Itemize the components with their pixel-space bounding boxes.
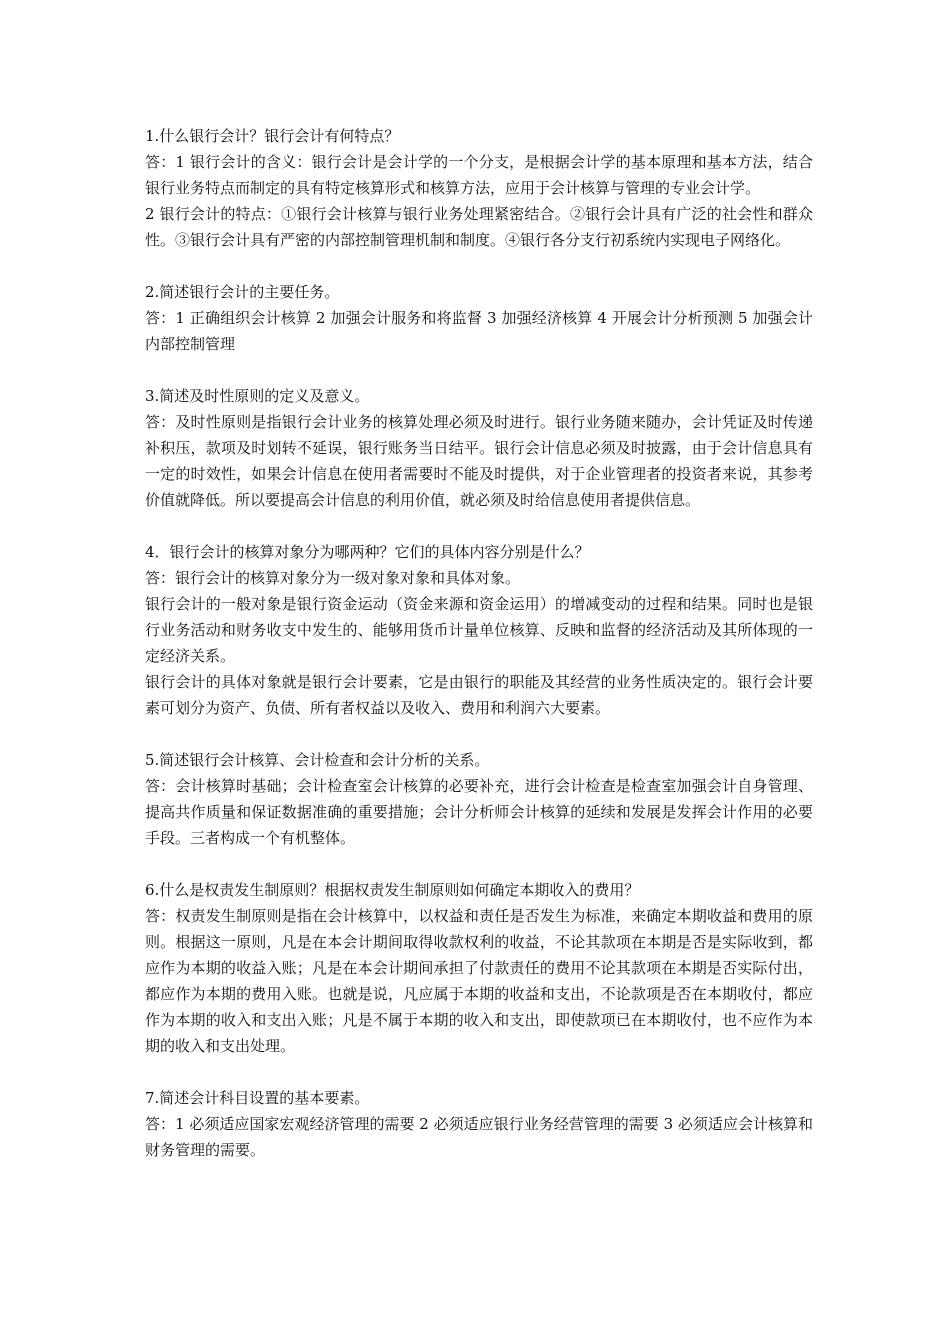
qa-section-3 (145, 383, 813, 513)
answer-paragraph: 答：银行会计的核算对象分为一级对象对象和具体对象。 (145, 569, 521, 587)
question-text: 5.简述银行会计核算、会计检查和会计分析的关系。 (145, 751, 490, 769)
answer-paragraph: 答：权责发生制原则是指在会计核算中，以权益和责任是否发生为标准，来确定本期收益和费用的原则。根据这一原则，凡是在本会计期间取得收款权利的收益，不论其款项在本期是否是实际收到，都应作为本期的收益入账；凡是在本会计期间承担了付款责任的费用不论其款项在本期是否实际付出，都应作为本期的费用入账。也就是说，凡应属于本期的收益和支出，不论款项是否在本期收付，都应作为本期的收入和支出入账；凡是不属于本期的收入和支出，即使款项已在本期收付，也不应作为本期的收入和支出处理。 (145, 907, 813, 1055)
answer-paragraph: 银行会计的一般对象是银行资金运动（资金来源和资金运用）的增减变动的过程和结果。同时也是银行业务活动和财务收支中发生的、能够用货币计量单位核算、反映和监督的经济活动及其所体现的一定经济关系。 (145, 595, 813, 665)
answer-paragraph: 2 银行会计的特点：①银行会计核算与银行业务处理紧密结合。②银行会计具有广泛的社会性和群众性。③银行会计具有严密的内部控制管理机制和制度。④银行各分支行初系统内实现电子网络化。 (145, 205, 813, 249)
qa-section-7 (145, 1085, 813, 1163)
answer-paragraph: 答：1 银行会计的含义：银行会计是会计学的一个分支，是根据会计学的基本原理和基本方法，结合银行业务特点而制定的具有特定核算形式和核算方法，应用于会计核算与管理的专业会计学。 (145, 153, 813, 197)
question-text: 2.简述银行会计的主要任务。 (145, 283, 340, 301)
answer-paragraph: 答：会计核算时基础；会计检查室会计核算的必要补充，进行会计检查是检查室加强会计自身管理、提高共作质量和保证数据准确的重要措施；会计分析师会计核算的延续和发展是发挥会计作用的必要手段。三者构成一个有机整体。 (145, 777, 813, 847)
answer-paragraph: 答：1 必须适应国家宏观经济管理的需要 2 必须适应银行业务经营管理的需要 3 必须适应会计核算和财务管理的需要。 (145, 1115, 813, 1159)
question-text: 4．银行会计的核算对象分为哪两种？它们的具体内容分别是什么？ (145, 543, 590, 561)
qa-section-4 (145, 539, 813, 721)
question-text: 7.简述会计科目设置的基本要素。 (145, 1089, 370, 1107)
qa-section-2 (145, 279, 813, 357)
answer-paragraph: 银行会计的具体对象就是银行会计要素，它是由银行的职能及其经营的业务性质决定的。银行会计要素可划分为资产、负债、所有者权益以及收入、费用和利润六大要素。 (145, 673, 813, 717)
qa-section-1 (145, 123, 813, 253)
question-text: 6.什么是权责发生制原则？根据权责发生制原则如何确定本期收入的费用？ (145, 881, 640, 899)
qa-section-6 (145, 877, 813, 1059)
question-text: 3.简述及时性原则的定义及意义。 (145, 387, 370, 405)
answer-paragraph: 答：及时性原则是指银行会计业务的核算处理必须及时进行。银行业务随来随办，会计凭证及时传递补积压，款项及时划转不延误，银行账务当日结平。银行会计信息必须及时披露，由于会计信息具有一定的时效性，如果会计信息在使用者需要时不能及时提供，对于企业管理者的投资者来说，其参考价值就降低。所以要提高会计信息的利用价值，就必须及时给信息使用者提供信息。 (145, 413, 813, 509)
question-text: 1.什么银行会计？银行会计有何特点？ (145, 127, 400, 145)
document-page (145, 123, 813, 1189)
qa-section-5 (145, 747, 813, 851)
answer-paragraph: 答：1 正确组织会计核算 2 加强会计服务和将监督 3 加强经济核算 4 开展会计分析预测 5 加强会计内部控制管理 (145, 309, 813, 353)
